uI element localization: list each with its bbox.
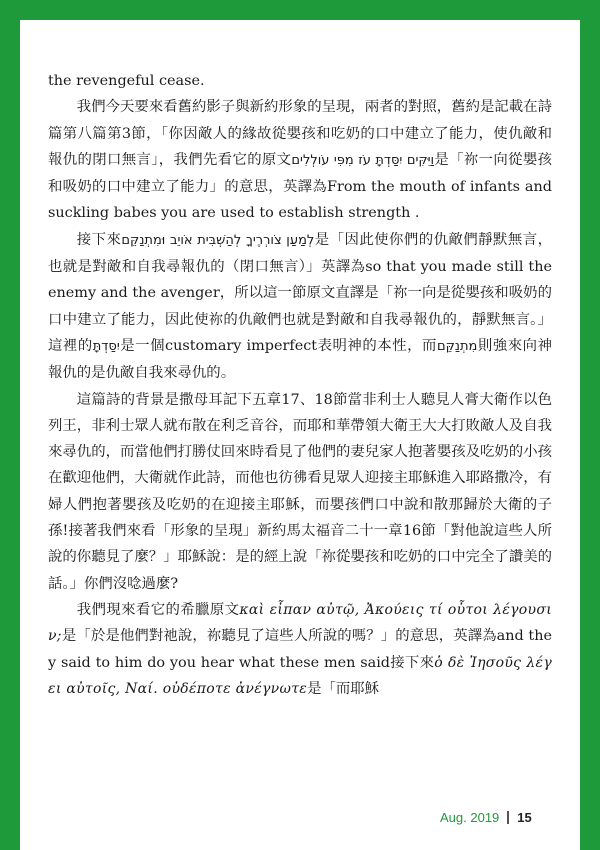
article-body bbox=[48, 68, 552, 702]
paragraph-2 bbox=[48, 227, 552, 387]
paragraph-1 bbox=[48, 94, 552, 226]
paragraph-2-text-b: 是「因此使你們的仇敵們靜默無言，也就是對敵和自我尋報仇的（閉口無言）」英譯為so that you made still the enemy and the avenger，所以這一節原文直譯是「祢一向是從嬰孩和吸奶的口中建立了能力，因此使祢的仇敵們也就是對敵和自我尋報仇的，靜默無言。」這裡的 bbox=[48, 231, 552, 354]
paragraph-4 bbox=[48, 597, 552, 702]
paragraph-2-text-a: 接下來 bbox=[76, 231, 122, 248]
paragraph-0 bbox=[48, 68, 552, 94]
paragraph-2-text-d: 則強來向神報仇的是仇敵自我來尋仇的。 bbox=[48, 337, 552, 382]
paragraph-1-text-b: 是「祢一向從嬰孩和吸奶的口中建立了能力」的意思，英譯為From the mouth of infants and suckling babes you are used to establish strength . bbox=[48, 151, 552, 222]
greek-phrase-2: ὁ δὲ Ἰησοῦς λέγει αὐτοῖς, Ναί. οὐδέποτε ἀνέγνωτε bbox=[48, 654, 552, 697]
paragraph-1-text-a: 我們今天要來看舊約影子與新約形象的呈現，兩者的對照，舊約是記載在詩篇第八篇第3節，「你因敵人的緣故從嬰孩和吃奶的口中建立了能力，使仇敵和報仇的閉口無言」，我們先看它的原文 bbox=[48, 99, 552, 168]
hebrew-word-1: יִסַּדְתָּ bbox=[92, 338, 120, 354]
paragraph-4-text-c: 是「而耶穌 bbox=[307, 680, 380, 697]
hebrew-phrase-2: לְמַעַן צֹורְרֶיךָ לְהַשְׁבִּית אֹויֵב וּמִתְנַקֵּם bbox=[121, 232, 315, 248]
hebrew-phrase-1: וַיִּקִּים יִסַּדְתָּ עֹז מִפִּי עֹולְלִים bbox=[291, 152, 435, 168]
page-number: 15 bbox=[517, 809, 532, 825]
hebrew-word-2: מִתְנַקֵּם bbox=[436, 338, 478, 354]
paragraph-4-text-b: 是「於是他們對祂說，祢聽見了這些人所說的嗎？」的意思，英譯為and they said to him do you hear what these men said接下來 bbox=[48, 628, 552, 671]
page-footer bbox=[440, 806, 580, 828]
greek-phrase-1: καὶ εἶπαν αὐτῷ, Ἀκούεις τί οὗτοι λέγουσιν; bbox=[48, 601, 552, 645]
paragraph-3-text: 這篇詩的背景是撒母耳記下五章17、18節當非利士人聽見人膏大衛作以色列王，非利士眾人就布散在利乏音谷，而耶和華帶領大衛王大大打敗敵人及自我來尋仇的，而當他們打勝仗回來時看見了他們的妻兒家人抱著嬰孩及吃奶的小孩在歡迎他們，大衛就作此詩，而他也彷彿看見眾人迎接主耶穌進入耶路撒冷，有婦人們抱著嬰孩及吃奶的在迎接主耶穌，而嬰孩們口中說和散那歸於大衛的子孫!接著我們來看「形象的呈現」新約馬太福音二十一章16節「對他說這些人所說的你聽見了麼？」耶穌說：是的經上說「祢從嬰孩和吃奶的口中完全了讚美的話。」你們沒唸過麼? bbox=[48, 391, 552, 592]
footer-divider bbox=[507, 811, 509, 824]
paragraph-4-text-a: 我們現來看它的希臘原文 bbox=[76, 601, 240, 618]
paragraph-0-text: the revengeful cease. bbox=[48, 73, 205, 89]
paragraph-2-text-c: 是一個customary imperfect表明神的本性，而 bbox=[119, 337, 437, 354]
paragraph-3 bbox=[48, 387, 552, 597]
issue-date: Aug. 2019 bbox=[440, 809, 500, 825]
